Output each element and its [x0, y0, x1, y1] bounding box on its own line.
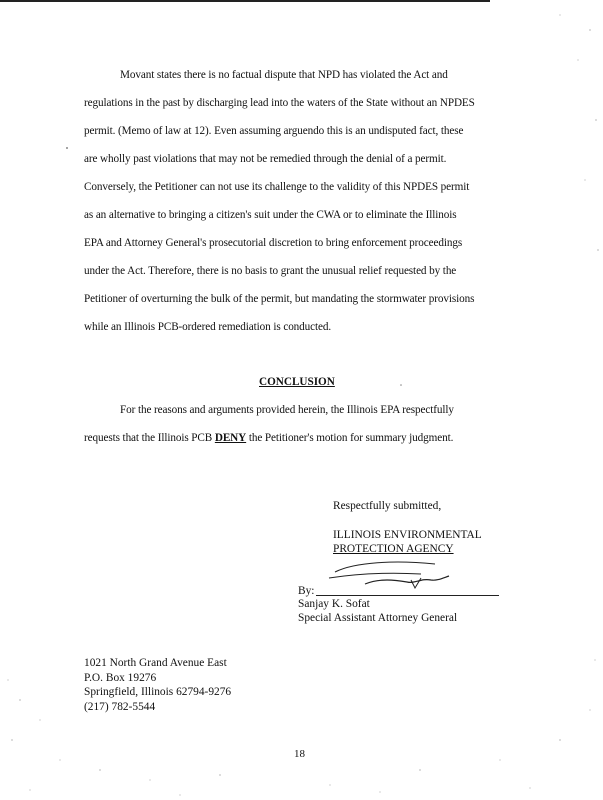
- body-line: as an alternative to bringing a citizen's suit under the CWA or to eliminate the Illinois: [84, 209, 457, 221]
- deny-emphasis: DENY: [214, 432, 247, 444]
- address-city: Springfield, Illinois 62794-9276: [84, 686, 232, 698]
- signature-line: [316, 595, 499, 596]
- conclusion-text: the Petitioner's motion for summary judgment.: [246, 432, 454, 444]
- conclusion-line: [84, 432, 453, 444]
- agency-line: ILLINOIS ENVIRONMENTAL: [333, 529, 482, 541]
- address-street: 1021 North Grand Avenue East: [84, 657, 227, 669]
- closing-text: Respectfully submitted,: [333, 500, 442, 512]
- page-number: 18: [294, 748, 305, 760]
- body-line: Conversely, the Petitioner can not use its challenge to the validity of this NPDES permit: [84, 181, 470, 193]
- address-po-box: P.O. Box 19276: [84, 671, 157, 684]
- body-line: regulations in the past by discharging lead into the waters of the State without an NPDES: [84, 97, 475, 109]
- body-line: permit. (Memo of law at 12). Even assuming arguendo this is an undisputed fact, these: [84, 125, 464, 137]
- signer-title: Special Assistant Attorney General: [298, 612, 458, 624]
- agency-line: PROTECTION AGENCY: [333, 543, 454, 555]
- scan-top-border: [0, 0, 490, 2]
- body-line: while an Illinois PCB-ordered remediation is conducted.: [84, 321, 332, 333]
- conclusion-text: requests that the Illinois PCB: [84, 432, 215, 444]
- signer-name: Sanjay K. Sofat: [298, 598, 370, 610]
- body-line: EPA and Attorney General's prosecutorial discretion to bring enforcement proceedings: [84, 237, 463, 249]
- conclusion-line: For the reasons and arguments provided herein, the Illinois EPA respectfully: [120, 404, 454, 416]
- by-label: By:: [298, 585, 315, 597]
- body-line: are wholly past violations that may not be remedied through the denial of a permit.: [84, 153, 447, 165]
- address-phone: (217) 782-5544: [84, 700, 156, 713]
- body-line: Petitioner of overturning the bulk of the permit, but mandating the stormwater provisions: [84, 293, 475, 305]
- mailing-address: [84, 656, 231, 714]
- handwritten-signature: [325, 556, 465, 596]
- body-line: under the Act. Therefore, there is no basis to grant the unusual relief requested by the: [84, 265, 457, 277]
- body-line: Movant states there is no factual dispute that NPD has violated the Act and: [120, 69, 448, 81]
- agency-name: [333, 528, 482, 556]
- conclusion-heading: CONCLUSION: [259, 376, 335, 388]
